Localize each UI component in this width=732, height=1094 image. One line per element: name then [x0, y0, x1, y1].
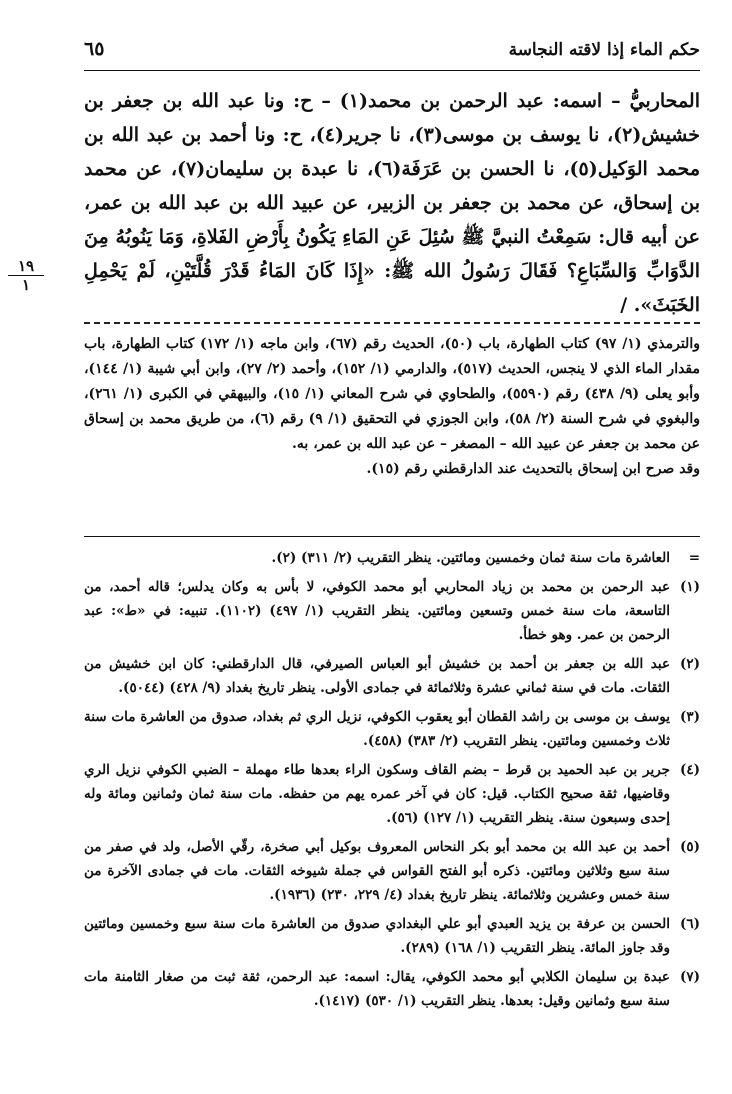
footnote [84, 758, 700, 830]
manuscript-folio-marker [8, 258, 44, 293]
footnote [84, 912, 700, 960]
footnote-text: جرير بن عبد الحميد بن قرط – بضم القاف وسكون الراء بعدها طاء مهملة – الضبي الكوفي نزيل الري وقاضيها، ثقة صحيح الكتاب. قيل: كان في آخر عمره يهم من حفظه. مات سنة ثمان وثمانين ومائة وله إحدى وسبعون سنة. ينظر التقريب (١/ ١٢٧) (٥٦). [84, 762, 670, 826]
footnote-marker: (٧) [679, 969, 700, 985]
running-title: حكم الماء إذا لاقته النجاسة [508, 40, 700, 60]
main-paragraph: المحاربيُّ – اسمه: عبد الرحمن بن محمد(١) – ح: ونا عبد الله بن جعفر بن خشيش(٢)، نا يوسف بن موسى(٣)، نا جرير(٤)، ح: ونا أحمد بن عبد الله بن محمد الوَكيل(٥)، نا الحسن بن عَرَفَة(٦)، نا عبدة بن سليمان(٧)، عن محمد بن إسحاق، عن محمد بن جعفر بن الزبير، عن عبيد الله بن عبد الله بن عمر، عن أبيه قال: سَمِعْتُ النبيَّ ﷺ سُئِلَ عَنِ المَاءِ يَكُونُ بِأَرْضِ الفَلاةِ، وَمَا يَنُوبُهُ مِنَ الدَّوَابِّ وَالسِّبَاعِ؟ فَقَالَ رَسُولُ الله ﷺ: «إِذَا كَانَ المَاءُ قَدْرَ قُلَّتَيْنِ، لَمْ يَحْمِلِ الخَبَثَ». / [84, 90, 701, 316]
takhrij-paragraph: والترمذي (١/ ٩٧) كتاب الطهارة، باب (٥٠)، الحديث رقم (٦٧)، وابن ماجه (١/ ١٧٢) كتاب الطهارة، باب مقدار الماء الذي لا ينجس، الحديث (٥١٧)، والدارمي (١/ ١٥٢)، وأحمد (٢/ ٢٧)، وابن أبي شيبة (١/ ١٤٤)، وأبو يعلى (٩/ ٤٣٨) رقم (٥٥٩٠)، والطحاوي في شرح المعاني (١/ ١٥)، والبيهقي في الكبرى (١/ ٢٦١)، والبغوي في شرح السنة (٢/ ٥٨)، وابن الجوزي في التحقيق (١/ ٩) رقم (٦)، من طريق محمد بن إسحاق عن محمد بن جعفر عن عبيد الله – المصغر – عن عبد الله بن عمر، به. [84, 336, 701, 452]
footnote-marker: (٣) [679, 709, 700, 725]
footnote-marker: (٢) [679, 656, 700, 672]
footnotes-divider [84, 536, 700, 537]
footnote-marker: (٥) [679, 839, 700, 855]
header-divider [84, 70, 700, 71]
folio-numerator: ١٩ [8, 258, 44, 276]
page-number: ٦٥ [84, 38, 105, 60]
footnote-text: عبد الرحمن بن محمد بن زياد المحاربي أبو محمد الكوفي، لا بأس به وكان يدلس؛ قاله أحمد، من التاسعة، مات سنة خمس وتسعين ومائتين. ينظر التقريب (١/ ٤٩٧) (١١٠٢). تنبيه: في «ط»: عبد الرحمن بن عمر. وهو خطأ. [84, 579, 670, 643]
page-header [84, 36, 700, 70]
footnote [84, 575, 700, 647]
footnote [84, 705, 700, 753]
footnote-text: الحسن بن عرفة بن يزيد العبدي أبو علي البغدادي صدوق من العاشرة مات سنة سبع وخمسين ومائتين وقد جاوز المائة. ينظر التقريب (١/ ١٦٨) (٢٨٩). [84, 916, 670, 956]
footnote-text: عبدة بن سليمان الكلابي أبو محمد الكوفي، يقال: اسمه: عبد الرحمن، ثقة ثبت من صغار الثامنة مات سنة سبع وثمانين وقيل: بعدها. ينظر التقريب (١/ ٥٣٠) (١٤١٧). [84, 969, 670, 1009]
footnote-text: عبد الله بن جعفر بن أحمد بن خشيش أبو العباس الصيرفي، قال الدارقطني: كان ابن خشيش من الثقات. مات في سنة ثماني عشرة وثلاثمائة في جمادى الأولى. ينظر تاريخ بغداد (٩/ ٤٢٨) (٥٠٤٤). [84, 656, 670, 696]
footnote [84, 652, 700, 700]
footnote-marker: = [688, 550, 700, 566]
footnote-text: أحمد بن عبد الله بن محمد أبو بكر النحاس المعروف بوكيل أبي صخرة، رقّي الأصل، ولد في صفر من سنة سبع وثلاثين ومائتين. ذكره أبو الفتح القواس في جملة شيوخه الثقات. مات في جمادى الآخرة من سنة خمس وعشرين وثلاثمائة. ينظر تاريخ بغداد (٤/ ٢٢٩، ٢٣٠) (١٩٣٦). [84, 839, 670, 903]
footnote-marker: (٦) [679, 916, 700, 932]
footnote [84, 965, 700, 1013]
takhrij-divider [84, 322, 700, 324]
footnotes [84, 546, 700, 1018]
footnote [84, 546, 700, 570]
footnote-text: العاشرة مات سنة ثمان وخمسين ومائتين. ينظر التقريب (٢/ ٣١١) (٢). [271, 550, 670, 566]
main-text [84, 84, 700, 322]
takhrij-section [84, 332, 700, 482]
footnote-marker: (٤) [679, 762, 700, 778]
footnote-text: يوسف بن موسى بن راشد القطان أبو يعقوب الكوفي، نزيل الري ثم بغداد، صدوق من العاشرة مات سنة ثلاث وخمسين ومائتين. ينظر التقريب (٢/ ٣٨٣) (٤٥٨). [84, 709, 670, 749]
folio-denominator: ١ [21, 276, 31, 294]
footnote [84, 835, 700, 907]
takhrij-paragraph: وقد صرح ابن إسحاق بالتحديث عند الدارقطني رقم (١٥). [366, 461, 700, 477]
footnote-marker: (١) [679, 579, 700, 595]
